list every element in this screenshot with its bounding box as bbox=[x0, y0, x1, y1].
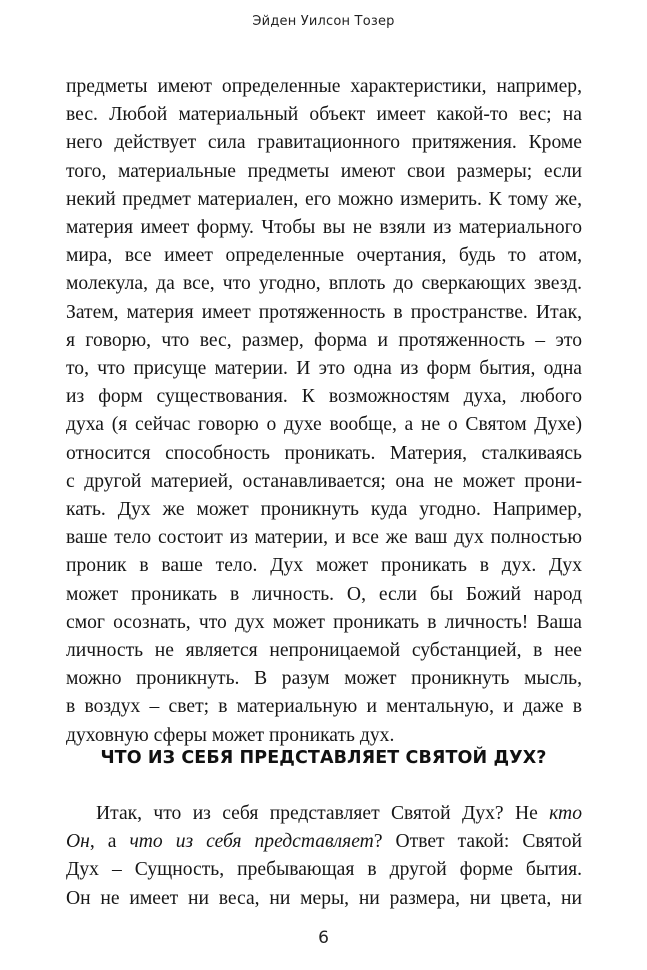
italic-run: кто bbox=[549, 803, 582, 824]
text-line: ваше тело состоит из материи, и все же ваш дух полностью bbox=[66, 527, 582, 549]
text-line: относится способность проникать. Материя, сталкиваясь bbox=[66, 442, 582, 464]
text-line: проник в ваше тело. Дух может проникать в дух. Дух bbox=[66, 555, 582, 577]
text-line: вес. Любой материальный объект имеет какой-то вес; на bbox=[66, 104, 582, 126]
page-number: 6 bbox=[318, 928, 329, 948]
text-line: некий предмет материален, его можно измерить. К тому же, bbox=[66, 188, 582, 210]
text-line: из форм существования. К возможностям духа, любого bbox=[66, 386, 582, 408]
text-line bbox=[66, 828, 582, 856]
text-line: предметы имеют определенные характеристики, например, bbox=[66, 76, 582, 97]
text-run: Итак, что из себя представляет Святой Дух? Не bbox=[96, 803, 550, 824]
text-line: Затем, материя имеет протяженность в пространстве. Итак, bbox=[66, 301, 582, 323]
text-line: смог осознать, что дух может проникать в личность! Ваша bbox=[66, 611, 582, 633]
text-line: духа (я сейчас говорю о духе вообще, а не о Святом Духе) bbox=[66, 414, 582, 436]
text-line: можно проникнуть. В разум может проникнуть мысль, bbox=[66, 668, 582, 690]
body-paragraph-2 bbox=[66, 800, 582, 913]
text-line: может проникать в личность. О, если бы Божий народ bbox=[66, 583, 582, 605]
text-line: личность не является непроницаемой субстанцией, в нее bbox=[66, 640, 582, 662]
text-line: кать. Дух же может проникнуть куда угодно. Например, bbox=[66, 499, 582, 521]
italic-run: что из себя представляет bbox=[129, 831, 374, 853]
text-line: мира, все имеет определенные очертания, будь то атом, bbox=[66, 245, 582, 267]
body-paragraph-1 bbox=[66, 73, 582, 750]
text-line: того, материальные предметы имеют свои размеры; если bbox=[66, 160, 582, 182]
text-run: ? Ответ такой: Святой bbox=[373, 831, 582, 853]
text-line bbox=[66, 800, 582, 828]
text-line: с другой материей, останавливается; она не может прони- bbox=[66, 470, 582, 492]
text-line: я говорю, что вес, размер, форма и протяженность – это bbox=[66, 329, 582, 351]
text-line: Дух – Сущность, пребывающая в другой форме бытия. bbox=[66, 859, 582, 881]
text-line-last: духовную сферы может проникать дух. bbox=[66, 724, 395, 746]
text-line: молекула, да все, что угодно, вплоть до сверкающих звезд. bbox=[66, 273, 582, 295]
section-heading: ЧТО ИЗ СЕБЯ ПРЕДСТАВЛЯЕТ СВЯТОЙ ДУХ? bbox=[100, 748, 547, 768]
italic-run: Он bbox=[66, 831, 90, 853]
text-line: Он не имеет ни веса, ни меры, ни размера, ни цвета, ни bbox=[66, 887, 582, 909]
running-header: Эйден Уилсон Тозер bbox=[252, 14, 395, 29]
text-run: , а bbox=[89, 831, 130, 853]
text-line: то, что присуще материи. И это одна из форм бытия, одна bbox=[66, 358, 582, 380]
text-line: материя имеет форму. Чтобы вы не взяли из материального bbox=[66, 217, 582, 239]
text-line: в воздух – свет; в материальную и ментальную, и даже в bbox=[66, 696, 582, 718]
text-line: него действует сила гравитационного притяжения. Кроме bbox=[66, 132, 582, 154]
